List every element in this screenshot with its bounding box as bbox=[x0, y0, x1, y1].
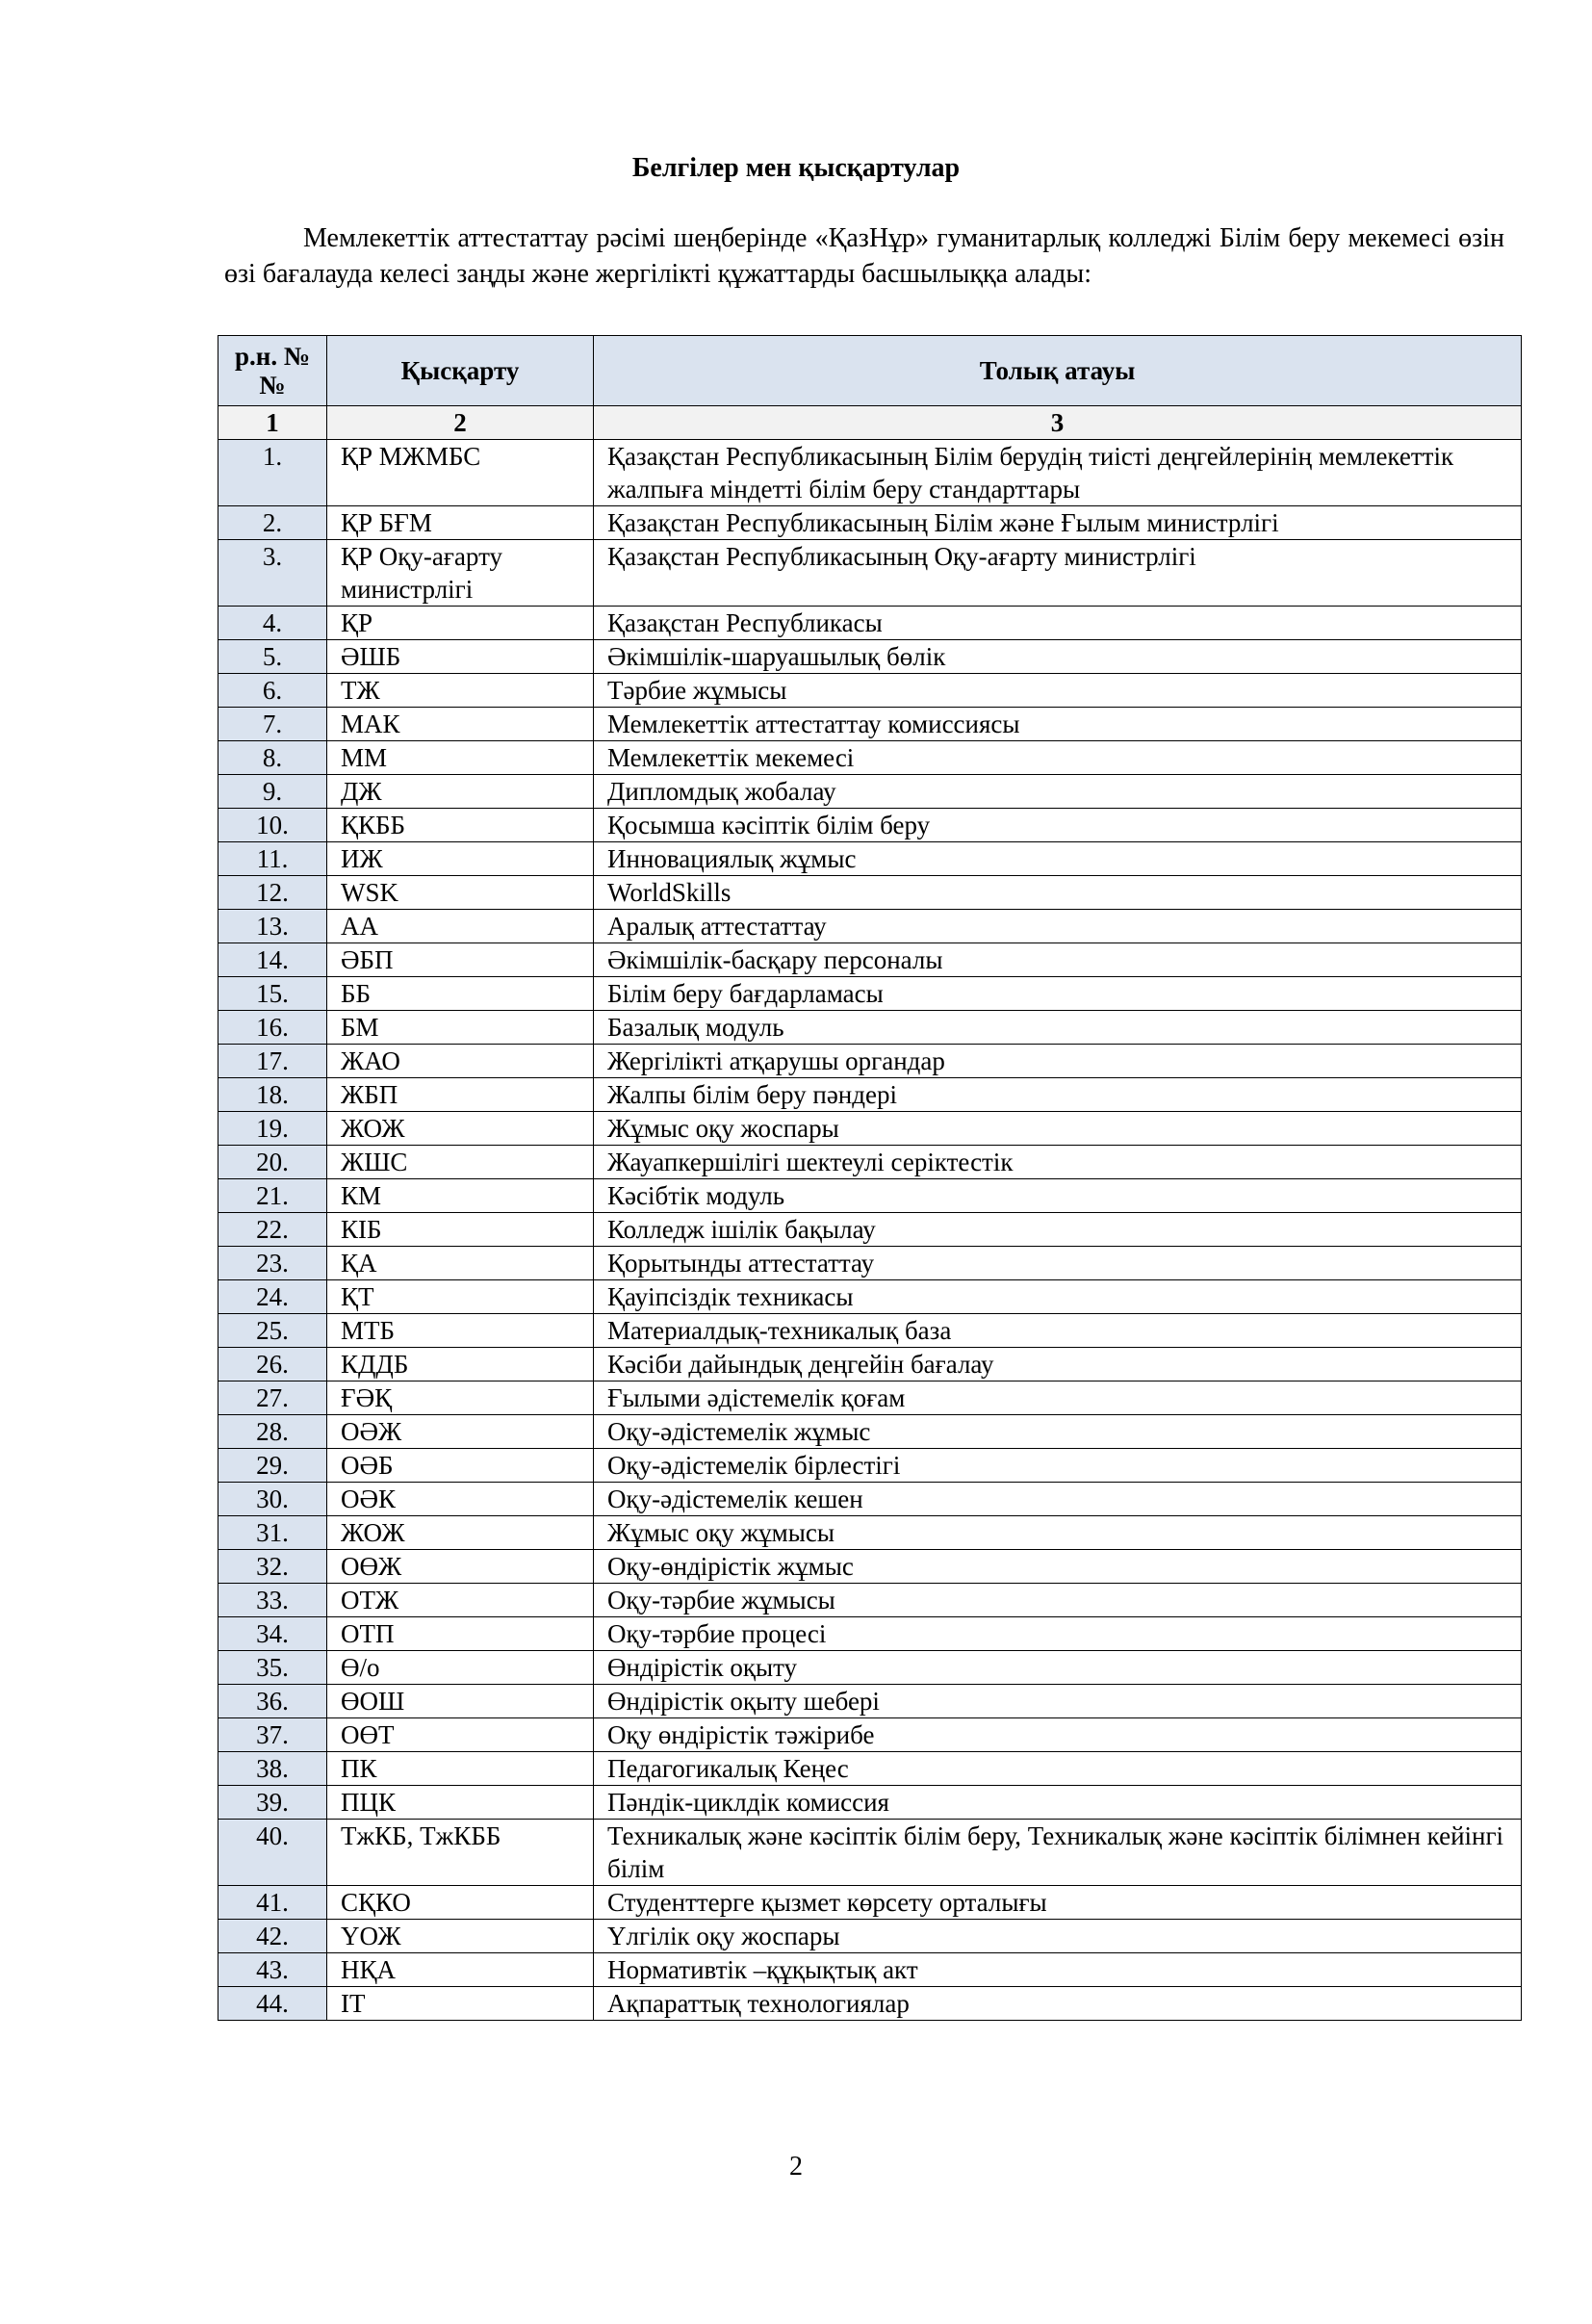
row-full-name: Аралық аттестаттау bbox=[594, 910, 1522, 943]
row-number: 24. bbox=[218, 1280, 327, 1314]
row-number: 4. bbox=[218, 607, 327, 640]
table-row bbox=[218, 977, 1522, 1011]
row-number: 10. bbox=[218, 809, 327, 842]
row-abbreviation: ПЦК bbox=[327, 1786, 594, 1820]
row-full-name: Ақпараттық технологиялар bbox=[594, 1987, 1522, 2021]
row-full-name: Қосымша кәсіптік білім беру bbox=[594, 809, 1522, 842]
row-number: 5. bbox=[218, 640, 327, 674]
row-number: 23. bbox=[218, 1247, 327, 1280]
row-full-name: Үлгілік оқу жоспары bbox=[594, 1920, 1522, 1953]
row-full-name: Әкімшілік-басқару персоналы bbox=[594, 943, 1522, 977]
abbreviations-table bbox=[218, 335, 1522, 2021]
row-number: 29. bbox=[218, 1449, 327, 1483]
row-number: 3. bbox=[218, 540, 327, 607]
row-full-name: Өндірістік оқыту шебері bbox=[594, 1685, 1522, 1718]
table-row bbox=[218, 1718, 1522, 1752]
row-full-name: Инновациялық жұмыс bbox=[594, 842, 1522, 876]
row-abbreviation: НҚА bbox=[327, 1953, 594, 1987]
row-abbreviation: ҚКББ bbox=[327, 809, 594, 842]
row-abbreviation: СҚКО bbox=[327, 1886, 594, 1920]
row-number: 21. bbox=[218, 1179, 327, 1213]
row-abbreviation: ЖАО bbox=[327, 1045, 594, 1078]
row-abbreviation: ЖОЖ bbox=[327, 1516, 594, 1550]
column-number: 3 bbox=[594, 406, 1522, 440]
table-row bbox=[218, 1752, 1522, 1786]
table-row bbox=[218, 1516, 1522, 1550]
row-abbreviation: IT bbox=[327, 1987, 594, 2021]
row-abbreviation: ӘБП bbox=[327, 943, 594, 977]
table-row bbox=[218, 1953, 1522, 1987]
row-number: 30. bbox=[218, 1483, 327, 1516]
row-number: 32. bbox=[218, 1550, 327, 1584]
row-full-name: WorldSkills bbox=[594, 876, 1522, 910]
row-number: 44. bbox=[218, 1987, 327, 2021]
row-abbreviation: ЖШС bbox=[327, 1146, 594, 1179]
table-row bbox=[218, 1146, 1522, 1179]
row-number: 37. bbox=[218, 1718, 327, 1752]
table-row bbox=[218, 1685, 1522, 1718]
row-abbreviation: БМ bbox=[327, 1011, 594, 1045]
row-number: 42. bbox=[218, 1920, 327, 1953]
row-full-name: Оқу-әдістемелік бірлестігі bbox=[594, 1449, 1522, 1483]
row-number: 41. bbox=[218, 1886, 327, 1920]
row-full-name: Жұмыс оқу жұмысы bbox=[594, 1516, 1522, 1550]
row-abbreviation: ҚР МЖМБС bbox=[327, 440, 594, 506]
row-abbreviation: КМ bbox=[327, 1179, 594, 1213]
row-full-name: Жергілікті атқарушы органдар bbox=[594, 1045, 1522, 1078]
row-abbreviation: ОӨТ bbox=[327, 1718, 594, 1752]
row-number: 39. bbox=[218, 1786, 327, 1820]
row-number: 22. bbox=[218, 1213, 327, 1247]
row-abbreviation: ММ bbox=[327, 741, 594, 775]
page-title: Белгілер мен қысқартулар bbox=[631, 153, 961, 183]
row-number: 43. bbox=[218, 1953, 327, 1987]
row-abbreviation: ОӘК bbox=[327, 1483, 594, 1516]
row-abbreviation: ББ bbox=[327, 977, 594, 1011]
row-full-name: Қорытынды аттестаттау bbox=[594, 1247, 1522, 1280]
table-row bbox=[218, 440, 1522, 506]
row-number: 2. bbox=[218, 506, 327, 540]
row-full-name: Кәсібтік модуль bbox=[594, 1179, 1522, 1213]
table-body bbox=[218, 440, 1522, 2021]
table-row bbox=[218, 708, 1522, 741]
row-number: 33. bbox=[218, 1584, 327, 1617]
row-number: 25. bbox=[218, 1314, 327, 1348]
table-row bbox=[218, 741, 1522, 775]
row-full-name: Материалдық-техникалық база bbox=[594, 1314, 1522, 1348]
row-abbreviation: ЖОЖ bbox=[327, 1112, 594, 1146]
row-full-name: Өндірістік оқыту bbox=[594, 1651, 1522, 1685]
row-full-name: Педагогикалық Кеңес bbox=[594, 1752, 1522, 1786]
row-full-name: Оқу-әдістемелік кешен bbox=[594, 1483, 1522, 1516]
table-row bbox=[218, 1078, 1522, 1112]
row-number: 14. bbox=[218, 943, 327, 977]
row-abbreviation: ӘШБ bbox=[327, 640, 594, 674]
row-abbreviation: ӨОШ bbox=[327, 1685, 594, 1718]
row-full-name: Қазақстан Республикасының Оқу-ағарту министрлігі bbox=[594, 540, 1522, 607]
row-full-name: Мемлекеттік мекемесі bbox=[594, 741, 1522, 775]
table-row bbox=[218, 1886, 1522, 1920]
row-full-name: Жауапкершілігі шектеулі серіктестік bbox=[594, 1146, 1522, 1179]
table-row bbox=[218, 1247, 1522, 1280]
table-row bbox=[218, 1011, 1522, 1045]
row-number: 38. bbox=[218, 1752, 327, 1786]
row-full-name: Оқу-өндірістік жұмыс bbox=[594, 1550, 1522, 1584]
row-abbreviation: Ө/о bbox=[327, 1651, 594, 1685]
row-number: 36. bbox=[218, 1685, 327, 1718]
row-full-name: Оқу-әдістемелік жұмыс bbox=[594, 1415, 1522, 1449]
row-number: 7. bbox=[218, 708, 327, 741]
table-row bbox=[218, 540, 1522, 607]
row-abbreviation: ҒӘҚ bbox=[327, 1381, 594, 1415]
row-full-name: Базалық модуль bbox=[594, 1011, 1522, 1045]
row-full-name: Техникалық және кәсіптік білім беру, Техникалық және кәсіптік білімнен кейінгі білім bbox=[594, 1820, 1522, 1886]
row-abbreviation: ОӘЖ bbox=[327, 1415, 594, 1449]
intro-paragraph: Мемлекеттік аттестаттау рәсімі шеңберінде «ҚазНұр» гуманитарлық колледжі Білім беру мекемесі өзін өзі бағалауда келесі заңды және жергілікті құжаттарды басшылыққа алады: bbox=[224, 223, 1504, 289]
row-abbreviation: ИЖ bbox=[327, 842, 594, 876]
row-abbreviation: ОӨЖ bbox=[327, 1550, 594, 1584]
row-number: 34. bbox=[218, 1617, 327, 1651]
table-row bbox=[218, 1617, 1522, 1651]
row-full-name: Оқу-тәрбие процесі bbox=[594, 1617, 1522, 1651]
column-number-row bbox=[218, 406, 1522, 440]
table-row bbox=[218, 506, 1522, 540]
row-abbreviation: ЖБП bbox=[327, 1078, 594, 1112]
row-full-name: Қазақстан Республикасының Білім және Ғылым министрлігі bbox=[594, 506, 1522, 540]
table-row bbox=[218, 1987, 1522, 2021]
row-number: 20. bbox=[218, 1146, 327, 1179]
row-full-name: Қазақстан Республикасы bbox=[594, 607, 1522, 640]
row-abbreviation: КДДБ bbox=[327, 1348, 594, 1381]
table-row bbox=[218, 1449, 1522, 1483]
row-number: 27. bbox=[218, 1381, 327, 1415]
table-row bbox=[218, 943, 1522, 977]
row-abbreviation: ОТЖ bbox=[327, 1584, 594, 1617]
row-number: 1. bbox=[218, 440, 327, 506]
table-row bbox=[218, 775, 1522, 809]
table-row bbox=[218, 1920, 1522, 1953]
row-number: 26. bbox=[218, 1348, 327, 1381]
table-row bbox=[218, 876, 1522, 910]
table-row bbox=[218, 640, 1522, 674]
row-number: 11. bbox=[218, 842, 327, 876]
row-full-name: Ғылыми әдістемелік қоғам bbox=[594, 1381, 1522, 1415]
table-row bbox=[218, 1179, 1522, 1213]
table-row bbox=[218, 607, 1522, 640]
row-abbreviation: ТЖ bbox=[327, 674, 594, 708]
row-full-name: Студенттерге қызмет көрсету орталығы bbox=[594, 1886, 1522, 1920]
row-full-name: Колледж ішілік бақылау bbox=[594, 1213, 1522, 1247]
column-number: 1 bbox=[218, 406, 327, 440]
row-number: 13. bbox=[218, 910, 327, 943]
row-number: 8. bbox=[218, 741, 327, 775]
row-number: 6. bbox=[218, 674, 327, 708]
row-full-name: Жалпы білім беру пәндері bbox=[594, 1078, 1522, 1112]
header-abbreviation: Қысқарту bbox=[327, 336, 594, 406]
column-number: 2 bbox=[327, 406, 594, 440]
row-abbreviation: ОӘБ bbox=[327, 1449, 594, 1483]
page-number: 2 bbox=[789, 2152, 803, 2182]
row-abbreviation: КІБ bbox=[327, 1213, 594, 1247]
row-abbreviation: ҚР Оқу-ағарту министрлігі bbox=[327, 540, 594, 607]
row-full-name: Оқу өндірістік тәжірибе bbox=[594, 1718, 1522, 1752]
row-full-name: Тәрбие жұмысы bbox=[594, 674, 1522, 708]
row-number: 9. bbox=[218, 775, 327, 809]
table-row bbox=[218, 910, 1522, 943]
table-row bbox=[218, 1550, 1522, 1584]
row-number: 18. bbox=[218, 1078, 327, 1112]
header-number: р.н. №№ bbox=[218, 336, 327, 406]
table-row bbox=[218, 1381, 1522, 1415]
row-full-name: Оқу-тәрбие жұмысы bbox=[594, 1584, 1522, 1617]
row-number: 19. bbox=[218, 1112, 327, 1146]
table-row bbox=[218, 1045, 1522, 1078]
table-row bbox=[218, 1213, 1522, 1247]
row-abbreviation: ТжКБ, ТжКББ bbox=[327, 1820, 594, 1886]
table-row bbox=[218, 842, 1522, 876]
row-abbreviation: ҚТ bbox=[327, 1280, 594, 1314]
header-full-name: Толық атауы bbox=[594, 336, 1522, 406]
table-row bbox=[218, 809, 1522, 842]
table-row bbox=[218, 1483, 1522, 1516]
row-abbreviation: ҚА bbox=[327, 1247, 594, 1280]
table-row bbox=[218, 1280, 1522, 1314]
row-abbreviation: ҚР БҒМ bbox=[327, 506, 594, 540]
table-row bbox=[218, 1584, 1522, 1617]
row-abbreviation: WSK bbox=[327, 876, 594, 910]
row-full-name: Пәндік-циклдік комиссия bbox=[594, 1786, 1522, 1820]
table-row bbox=[218, 1651, 1522, 1685]
row-full-name: Кәсіби дайындық деңгейін бағалау bbox=[594, 1348, 1522, 1381]
row-number: 15. bbox=[218, 977, 327, 1011]
row-number: 12. bbox=[218, 876, 327, 910]
row-number: 28. bbox=[218, 1415, 327, 1449]
table-row bbox=[218, 1314, 1522, 1348]
row-number: 17. bbox=[218, 1045, 327, 1078]
row-abbreviation: ОТП bbox=[327, 1617, 594, 1651]
row-number: 31. bbox=[218, 1516, 327, 1550]
table-row bbox=[218, 1112, 1522, 1146]
table-header-row bbox=[218, 336, 1522, 406]
row-abbreviation: ҚР bbox=[327, 607, 594, 640]
row-full-name: Білім беру бағдарламасы bbox=[594, 977, 1522, 1011]
row-full-name: Дипломдық жобалау bbox=[594, 775, 1522, 809]
row-full-name: Қазақстан Республикасының Білім берудің тиісті деңгейлерінің мемлекеттік жалпыға міндетті білім беру стандарттары bbox=[594, 440, 1522, 506]
table-row bbox=[218, 1820, 1522, 1886]
row-abbreviation: ДЖ bbox=[327, 775, 594, 809]
table-row bbox=[218, 1786, 1522, 1820]
row-full-name: Әкімшілік-шаруашылық бөлік bbox=[594, 640, 1522, 674]
table-row bbox=[218, 674, 1522, 708]
table-row bbox=[218, 1348, 1522, 1381]
row-number: 40. bbox=[218, 1820, 327, 1886]
row-abbreviation: МАК bbox=[327, 708, 594, 741]
row-abbreviation: МТБ bbox=[327, 1314, 594, 1348]
row-full-name: Жұмыс оқу жоспары bbox=[594, 1112, 1522, 1146]
row-full-name: Қауіпсіздік техникасы bbox=[594, 1280, 1522, 1314]
row-full-name: Нормативтік –құқықтық акт bbox=[594, 1953, 1522, 1987]
table-row bbox=[218, 1415, 1522, 1449]
row-number: 16. bbox=[218, 1011, 327, 1045]
row-abbreviation: АА bbox=[327, 910, 594, 943]
row-abbreviation: ПК bbox=[327, 1752, 594, 1786]
row-number: 35. bbox=[218, 1651, 327, 1685]
row-full-name: Мемлекеттік аттестаттау комиссиясы bbox=[594, 708, 1522, 741]
row-abbreviation: ҮОЖ bbox=[327, 1920, 594, 1953]
